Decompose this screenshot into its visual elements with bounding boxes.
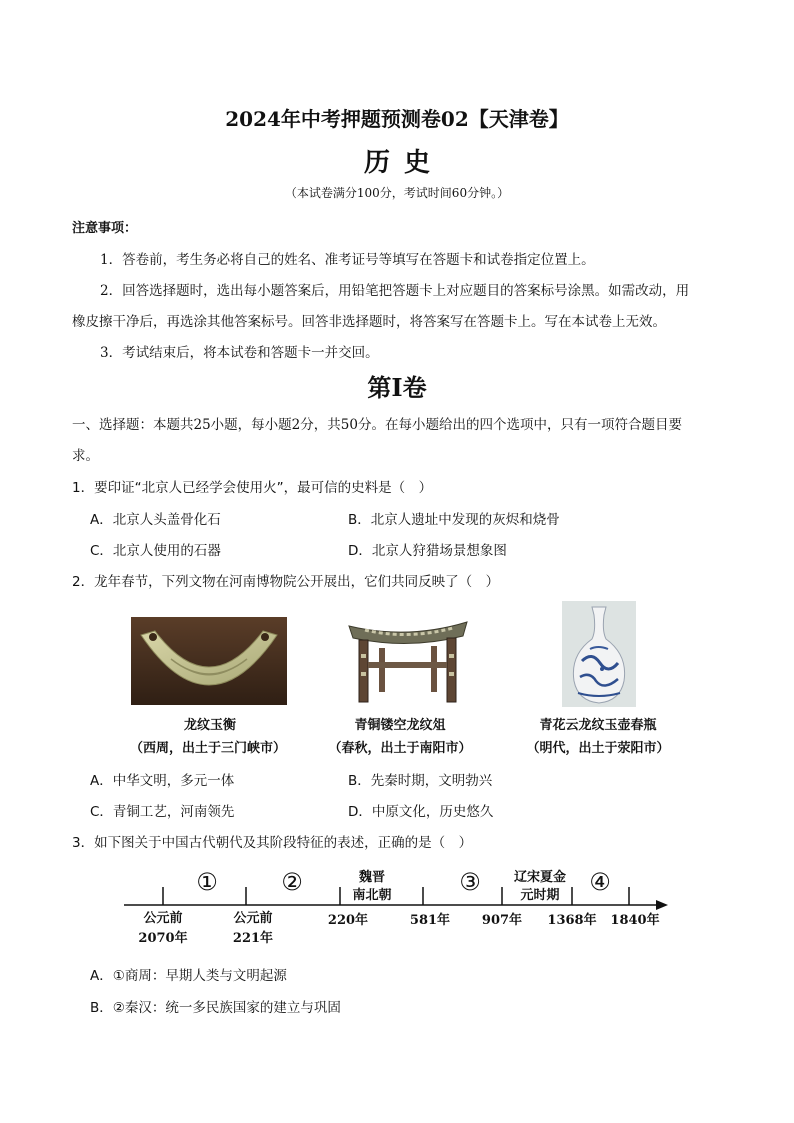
notice-item-3: 3．考试结束后，将本试卷和答题卡一并交回。 bbox=[100, 345, 379, 361]
era-label-nanbei: 南北朝 bbox=[352, 888, 392, 903]
volume-title: 第Ⅰ卷 bbox=[367, 373, 427, 402]
artifact-2-name: 青铜镂空龙纹俎 bbox=[354, 718, 446, 733]
time-label-1: 公元前 bbox=[143, 911, 183, 926]
period-marker-4: ④ bbox=[589, 868, 611, 896]
time-label-3: 220年 bbox=[327, 913, 369, 928]
q1-option-c: C．北京人使用的石器 bbox=[90, 543, 221, 559]
era-label-wei-jin: 魏晋 bbox=[358, 870, 385, 885]
subject-title: 历史 bbox=[363, 148, 444, 178]
notice-item-2: 2．回答选择题时，选出每小题答案后，用铅笔把答题卡上对应题目的答案标号涂黑。如需改动，用 bbox=[100, 283, 690, 299]
jade-dragon-image bbox=[131, 617, 287, 705]
time-label-6: 1368年 bbox=[547, 913, 597, 928]
artifact-1-name: 龙纹玉衡 bbox=[183, 718, 236, 733]
time-label-5: 907年 bbox=[481, 913, 523, 928]
q2-option-c: C．青铜工艺，河南领先 bbox=[90, 804, 235, 820]
blue-white-vase-image bbox=[562, 601, 636, 707]
section-instruction-cont: 求。 bbox=[72, 448, 99, 464]
period-marker-3: ③ bbox=[459, 868, 481, 896]
bronze-stand-image bbox=[345, 614, 471, 708]
section-instruction: 一、选择题：本题共25小题，每小题2分，共50分。在每小题给出的四个选项中，只有一项符合题目要 bbox=[72, 417, 682, 433]
era-label-liao-song: 辽宋夏金 bbox=[513, 870, 566, 885]
notice-item-1: 1．答卷前，考生务必将自己的姓名、准考证号等填写在答题卡和试卷指定位置上。 bbox=[100, 252, 595, 268]
artifact-3-name: 青花云龙纹玉壶春瓶 bbox=[539, 718, 657, 733]
q2-option-d: D．中原文化，历史悠久 bbox=[348, 804, 494, 820]
time-label-2b: 221年 bbox=[232, 931, 274, 946]
q2-option-b: B．先秦时期，文明勃兴 bbox=[348, 773, 493, 789]
artifact-3-desc: （明代，出土于荥阳市） bbox=[526, 741, 670, 756]
time-label-7: 1840年 bbox=[610, 913, 660, 928]
exam-note: （本试卷满分100分，考试时间60分钟。） bbox=[284, 186, 510, 200]
time-label-2: 公元前 bbox=[233, 911, 273, 926]
q3-option-b: B．②秦汉：统一多民族国家的建立与巩固 bbox=[90, 1000, 341, 1016]
period-marker-2: ② bbox=[281, 868, 303, 896]
q2-option-a: A．中华文明，多元一体 bbox=[90, 773, 235, 789]
notice-heading: 注意事项： bbox=[72, 221, 138, 236]
question-2-stem: 2．龙年春节，下列文物在河南博物院公开展出，它们共同反映了（ ） bbox=[72, 574, 500, 590]
q1-option-d: D．北京人狩猎场景想象图 bbox=[348, 543, 507, 559]
exam-title: 2024年中考押题预测卷02【天津卷】 bbox=[225, 107, 569, 131]
artifact-2-desc: （春秋，出土于南阳市） bbox=[328, 741, 472, 756]
time-label-4: 581年 bbox=[409, 913, 451, 928]
question-1-stem: 1．要印证“北京人已经学会使用火”，最可信的史料是（ ） bbox=[72, 480, 433, 496]
time-label-1b: 2070年 bbox=[138, 931, 188, 946]
q1-option-b: B．北京人遗址中发现的灰烬和烧骨 bbox=[348, 512, 560, 528]
question-3-stem: 3．如下图关于中国古代朝代及其阶段特征的表述，正确的是（ ） bbox=[72, 835, 473, 851]
notice-item-2-cont: 橡皮擦干净后，再选涂其他答案标号。回答非选择题时，将答案写在答题卡上。写在本试卷上无效。 bbox=[72, 314, 666, 330]
period-marker-1: ① bbox=[196, 868, 218, 896]
q3-option-a: A．①商周：早期人类与文明起源 bbox=[90, 968, 287, 984]
q1-option-a: A．北京人头盖骨化石 bbox=[90, 512, 221, 528]
era-label-yuan: 元时期 bbox=[520, 888, 560, 903]
artifact-1-desc: （西周，出土于三门峡市） bbox=[129, 741, 286, 756]
